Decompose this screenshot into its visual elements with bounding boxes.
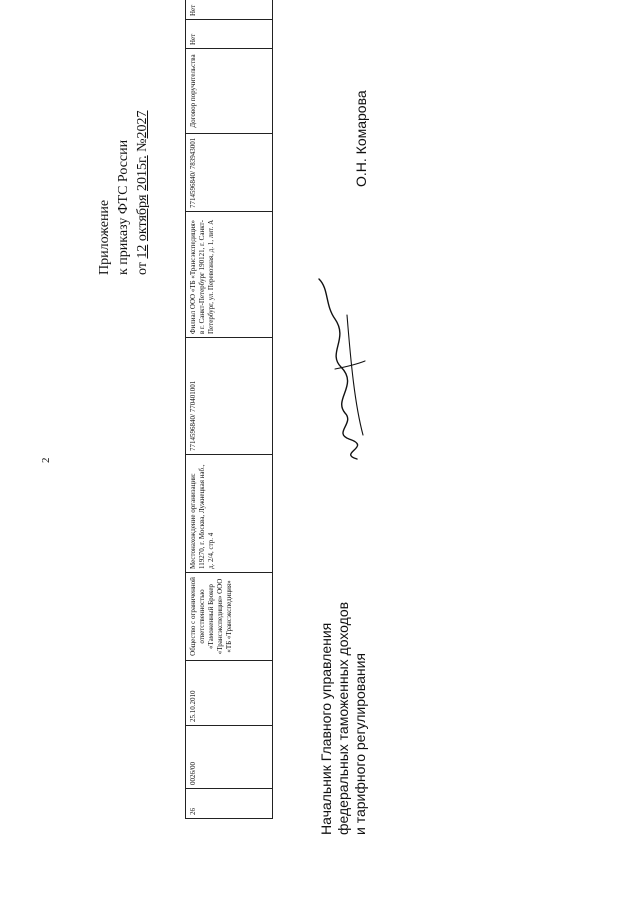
- signatory-name: О.Н. Комарова: [353, 90, 369, 187]
- cell-branch: Филиал ООО «ТБ «Трансэкспедиция» в г. Санкт-Петербург 190121, г. Санкт-Петербург, ул. Перевозная, д. 1, лит. А: [186, 212, 273, 338]
- date-prefix: от: [135, 262, 150, 275]
- page-number: 2: [40, 457, 52, 463]
- cell-col10: Нет: [186, 20, 273, 49]
- cell-guarantee: Договор поручительства: [186, 49, 273, 134]
- appendix-header: [95, 110, 152, 275]
- signatory-title-line2: федеральных таможенных доходов: [335, 601, 351, 835]
- date-day: 12: [135, 244, 150, 259]
- appendix-title: Приложение: [97, 199, 112, 275]
- date-year: 2015г.: [135, 155, 150, 191]
- cell-date: 25.10.2010: [186, 661, 273, 726]
- cell-branch-inn-kpp: 7714596840/ 783943001: [186, 134, 273, 212]
- handwritten-signature: [305, 275, 385, 465]
- signatory-title-line1: Начальник Главного управления: [318, 622, 334, 835]
- signatory-title-line3: и тарифного регулирования: [352, 653, 368, 835]
- date-month: октября: [135, 194, 150, 242]
- signatory-title: [318, 602, 369, 835]
- cell-address: Местонахождение организации: 119270, г. Москва, Лужнецкая наб., д. 2/4, стр. 4: [186, 455, 273, 573]
- cell-index: 26: [186, 789, 273, 819]
- number-sign: №: [135, 138, 150, 152]
- cell-organization-name: Общество с ограниченной ответственностью «Таможенный Брокер «Трансэкспедиция» ООО «ТБ «Трансэкспедиция»: [186, 573, 273, 661]
- cell-inn-kpp: 7714596840/ 770401001: [186, 338, 273, 455]
- table-row: [186, 0, 273, 819]
- registry-table: [185, 0, 273, 819]
- appendix-order-ref: к приказу ФТС России: [116, 139, 131, 275]
- appendix-order-date: [133, 110, 152, 275]
- cell-col11: Нет: [186, 0, 273, 20]
- order-number: 2027: [135, 110, 150, 139]
- cell-registry-no: 0026/00: [186, 726, 273, 789]
